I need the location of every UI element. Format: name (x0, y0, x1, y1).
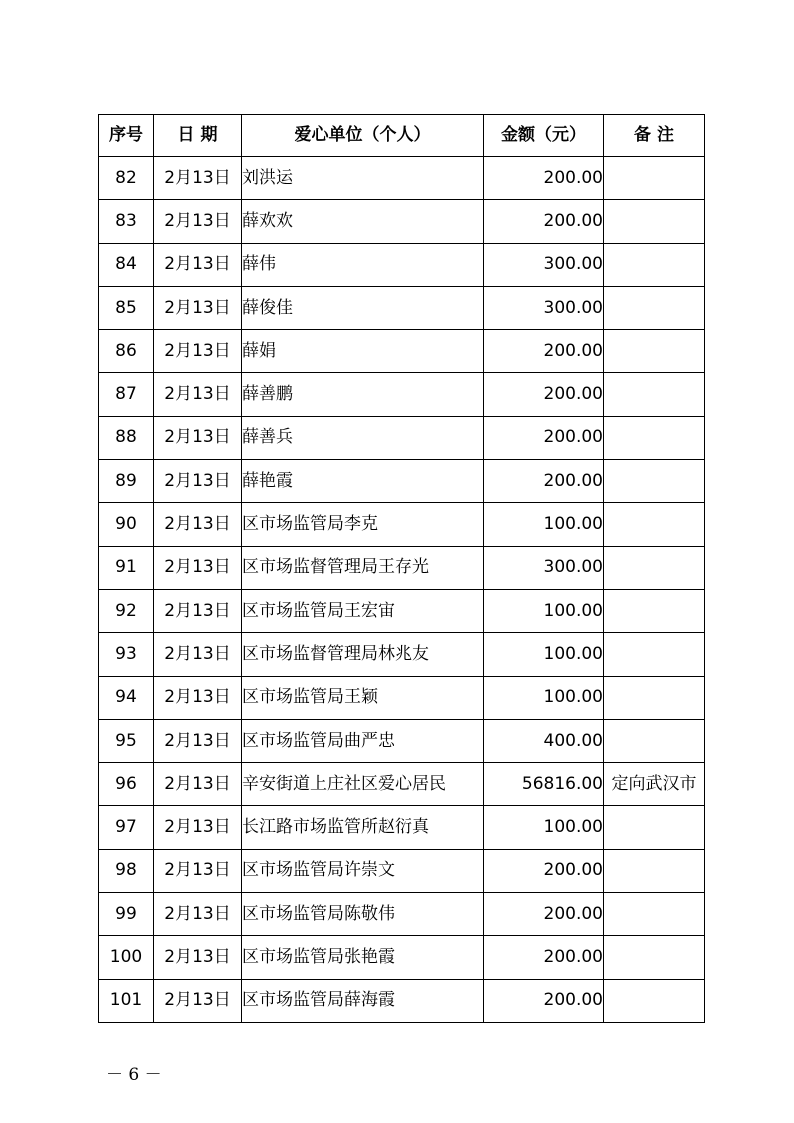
cell-serial-number: 85 (99, 286, 154, 329)
table-row (99, 893, 705, 936)
cell-date: 2月13日 (154, 849, 242, 892)
cell-amount: 100.00 (484, 589, 604, 632)
cell-date: 2月13日 (154, 157, 242, 200)
cell-remarks (604, 546, 705, 589)
cell-donor: 薛娟 (242, 330, 484, 373)
page-number: － 6 － (106, 1065, 162, 1085)
table-row (99, 806, 705, 849)
cell-amount: 300.00 (484, 546, 604, 589)
header-date: 日 期 (154, 115, 242, 157)
cell-remarks (604, 330, 705, 373)
table-row (99, 416, 705, 459)
cell-donor: 辛安街道上庄社区爱心居民 (242, 763, 484, 806)
cell-date: 2月13日 (154, 373, 242, 416)
cell-remarks (604, 719, 705, 762)
cell-donor: 区市场监管局李克 (242, 503, 484, 546)
cell-date: 2月13日 (154, 286, 242, 329)
header-donor: 爱心单位（个人） (242, 115, 484, 157)
cell-date: 2月13日 (154, 676, 242, 719)
cell-serial-number: 95 (99, 719, 154, 762)
table-row (99, 849, 705, 892)
cell-date: 2月13日 (154, 806, 242, 849)
cell-remarks (604, 936, 705, 979)
cell-remarks (604, 416, 705, 459)
cell-donor: 区市场监管局曲严忠 (242, 719, 484, 762)
cell-donor: 刘洪运 (242, 157, 484, 200)
cell-donor: 区市场监督管理局王存光 (242, 546, 484, 589)
cell-amount: 100.00 (484, 633, 604, 676)
cell-donor: 区市场监管局许崇文 (242, 849, 484, 892)
cell-amount: 200.00 (484, 979, 604, 1022)
cell-remarks (604, 979, 705, 1022)
cell-donor: 区市场监督管理局林兆友 (242, 633, 484, 676)
cell-serial-number: 93 (99, 633, 154, 676)
cell-donor: 薛艳霞 (242, 460, 484, 503)
cell-donor: 长江路市场监管所赵衍真 (242, 806, 484, 849)
cell-serial-number: 82 (99, 157, 154, 200)
cell-amount: 200.00 (484, 373, 604, 416)
header-serial-number: 序号 (99, 115, 154, 157)
cell-donor: 薛善鹏 (242, 373, 484, 416)
cell-date: 2月13日 (154, 979, 242, 1022)
cell-serial-number: 100 (99, 936, 154, 979)
table-row (99, 200, 705, 243)
cell-remarks (604, 460, 705, 503)
cell-remarks (604, 243, 705, 286)
cell-serial-number: 98 (99, 849, 154, 892)
cell-date: 2月13日 (154, 589, 242, 632)
cell-serial-number: 91 (99, 546, 154, 589)
table-row (99, 243, 705, 286)
cell-donor: 薛欢欢 (242, 200, 484, 243)
cell-remarks (604, 676, 705, 719)
cell-serial-number: 90 (99, 503, 154, 546)
cell-amount: 100.00 (484, 806, 604, 849)
table-row (99, 979, 705, 1022)
cell-serial-number: 97 (99, 806, 154, 849)
cell-amount: 200.00 (484, 200, 604, 243)
header-remarks: 备 注 (604, 115, 705, 157)
cell-donor: 区市场监管局张艳霞 (242, 936, 484, 979)
cell-date: 2月13日 (154, 719, 242, 762)
table-row (99, 546, 705, 589)
cell-serial-number: 84 (99, 243, 154, 286)
table-row (99, 460, 705, 503)
cell-remarks: 定向武汉市 (604, 763, 705, 806)
cell-remarks (604, 373, 705, 416)
cell-remarks (604, 849, 705, 892)
cell-remarks (604, 157, 705, 200)
table-row (99, 676, 705, 719)
table-header-row (99, 115, 705, 157)
cell-serial-number: 83 (99, 200, 154, 243)
cell-date: 2月13日 (154, 633, 242, 676)
cell-date: 2月13日 (154, 416, 242, 459)
cell-amount: 300.00 (484, 243, 604, 286)
table-row (99, 157, 705, 200)
cell-date: 2月13日 (154, 330, 242, 373)
cell-donor: 薛俊佳 (242, 286, 484, 329)
cell-serial-number: 86 (99, 330, 154, 373)
cell-serial-number: 89 (99, 460, 154, 503)
cell-amount: 200.00 (484, 330, 604, 373)
table-row (99, 373, 705, 416)
cell-remarks (604, 633, 705, 676)
donation-table (98, 114, 705, 1023)
cell-remarks (604, 589, 705, 632)
table-row (99, 633, 705, 676)
cell-date: 2月13日 (154, 893, 242, 936)
cell-amount: 300.00 (484, 286, 604, 329)
cell-donor: 区市场监管局薛海霞 (242, 979, 484, 1022)
table-row (99, 763, 705, 806)
cell-serial-number: 99 (99, 893, 154, 936)
cell-donor: 薛善兵 (242, 416, 484, 459)
cell-amount: 200.00 (484, 460, 604, 503)
cell-amount: 200.00 (484, 936, 604, 979)
cell-remarks (604, 806, 705, 849)
table-row (99, 286, 705, 329)
cell-serial-number: 92 (99, 589, 154, 632)
table-row (99, 503, 705, 546)
table-body (99, 157, 705, 1023)
cell-remarks (604, 200, 705, 243)
cell-remarks (604, 893, 705, 936)
table-row (99, 719, 705, 762)
cell-date: 2月13日 (154, 503, 242, 546)
cell-date: 2月13日 (154, 200, 242, 243)
header-amount: 金额（元） (484, 115, 604, 157)
cell-amount: 200.00 (484, 157, 604, 200)
cell-remarks (604, 503, 705, 546)
cell-amount: 56816.00 (484, 763, 604, 806)
cell-amount: 200.00 (484, 416, 604, 459)
cell-amount: 100.00 (484, 676, 604, 719)
cell-date: 2月13日 (154, 936, 242, 979)
cell-date: 2月13日 (154, 763, 242, 806)
cell-serial-number: 88 (99, 416, 154, 459)
cell-remarks (604, 286, 705, 329)
cell-date: 2月13日 (154, 546, 242, 589)
table-row (99, 936, 705, 979)
cell-amount: 200.00 (484, 849, 604, 892)
cell-donor: 区市场监管局陈敬伟 (242, 893, 484, 936)
cell-serial-number: 94 (99, 676, 154, 719)
table-row (99, 330, 705, 373)
cell-date: 2月13日 (154, 243, 242, 286)
cell-amount: 200.00 (484, 893, 604, 936)
table-row (99, 589, 705, 632)
cell-amount: 100.00 (484, 503, 604, 546)
cell-amount: 400.00 (484, 719, 604, 762)
cell-serial-number: 101 (99, 979, 154, 1022)
cell-serial-number: 96 (99, 763, 154, 806)
cell-serial-number: 87 (99, 373, 154, 416)
cell-donor: 区市场监管局王颖 (242, 676, 484, 719)
cell-date: 2月13日 (154, 460, 242, 503)
cell-donor: 薛伟 (242, 243, 484, 286)
cell-donor: 区市场监管局王宏宙 (242, 589, 484, 632)
